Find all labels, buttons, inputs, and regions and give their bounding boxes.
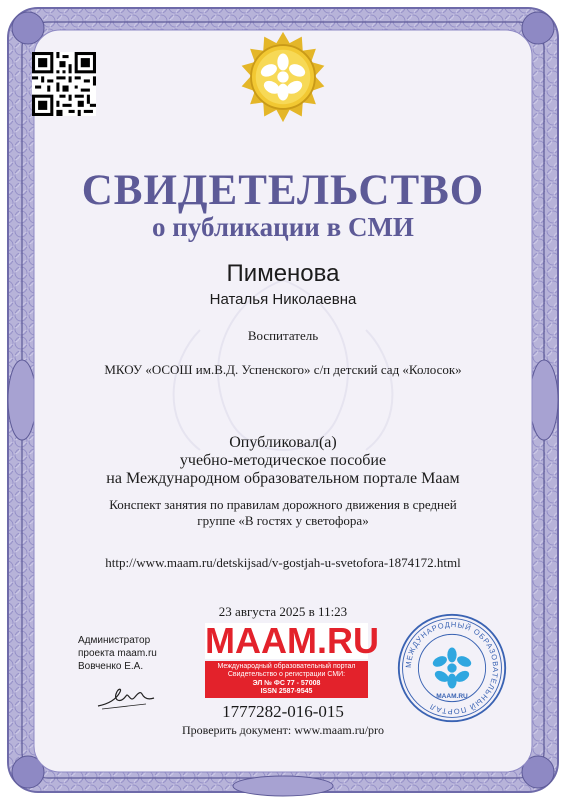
subtitle-main: публикации (172, 212, 320, 242)
recipient-organization: МКОУ «ОСОШ им.В.Д. Успенского» с/п детский сад «Колосок» (104, 362, 462, 377)
publication-url[interactable]: http://www.maam.ru/detskijsad/v-gostjah-u-svetofora-1874172.html (105, 555, 461, 570)
verify-document-link[interactable]: Проверить документ: www.maam.ru/pro (181, 723, 385, 737)
logo-line-4: ISSN 2587-9545 (260, 687, 313, 695)
published-line-3: на Международном образовательном портале Маам (106, 470, 460, 487)
stamp-center-text: MAAM.RU (436, 692, 468, 700)
maam-logo (205, 620, 379, 699)
published-line-2: учебно-методическое пособие (179, 452, 387, 469)
logo-line-3: ЭЛ № ФС 77 - 57008 (252, 679, 321, 687)
admin-line-1: Администратор (78, 635, 151, 646)
stamp-ring-text: МЕЖДУНАРОДНЫЙ ОБРАЗОВАТЕЛЬНЫЙ ПОРТАЛ (403, 619, 501, 717)
maam-logo-info (205, 661, 368, 698)
recipient-given-names: Наталья Николаевна (209, 291, 357, 308)
work-title-line-1: Конспект занятия по правилам дорожного движения в средней (109, 497, 457, 512)
recipient-position: Воспитатель (247, 328, 319, 343)
registration-number: 1777282-016-015 (222, 702, 344, 721)
logo-line-2: Свидетельство о регистрации СМИ: (227, 671, 346, 679)
logo-line-1: Международный образовательный портал (217, 663, 356, 670)
subtitle-suffix: в СМИ (319, 212, 414, 242)
certificate-title: СВИДЕТЕЛЬСТВО (81, 167, 485, 214)
admin-line-2: проекта maam.ru (78, 648, 157, 659)
certificate-subtitle (0, 212, 566, 243)
published-line-1: Опубликовал(а) (229, 434, 337, 451)
maam-logo-word: MAAM.RU (205, 620, 379, 661)
gold-medal-icon (236, 30, 330, 124)
admin-block (78, 634, 157, 673)
admin-line-3: Вовченко Е.А. (78, 661, 144, 672)
recipient-surname: Пименова (226, 260, 340, 287)
work-title-line-2: группе «В гостях у светофора» (197, 513, 369, 528)
qr-code (32, 52, 96, 116)
subtitle-prefix: о (152, 212, 173, 242)
publication-date: 23 августа 2025 в 11:23 (218, 604, 348, 619)
